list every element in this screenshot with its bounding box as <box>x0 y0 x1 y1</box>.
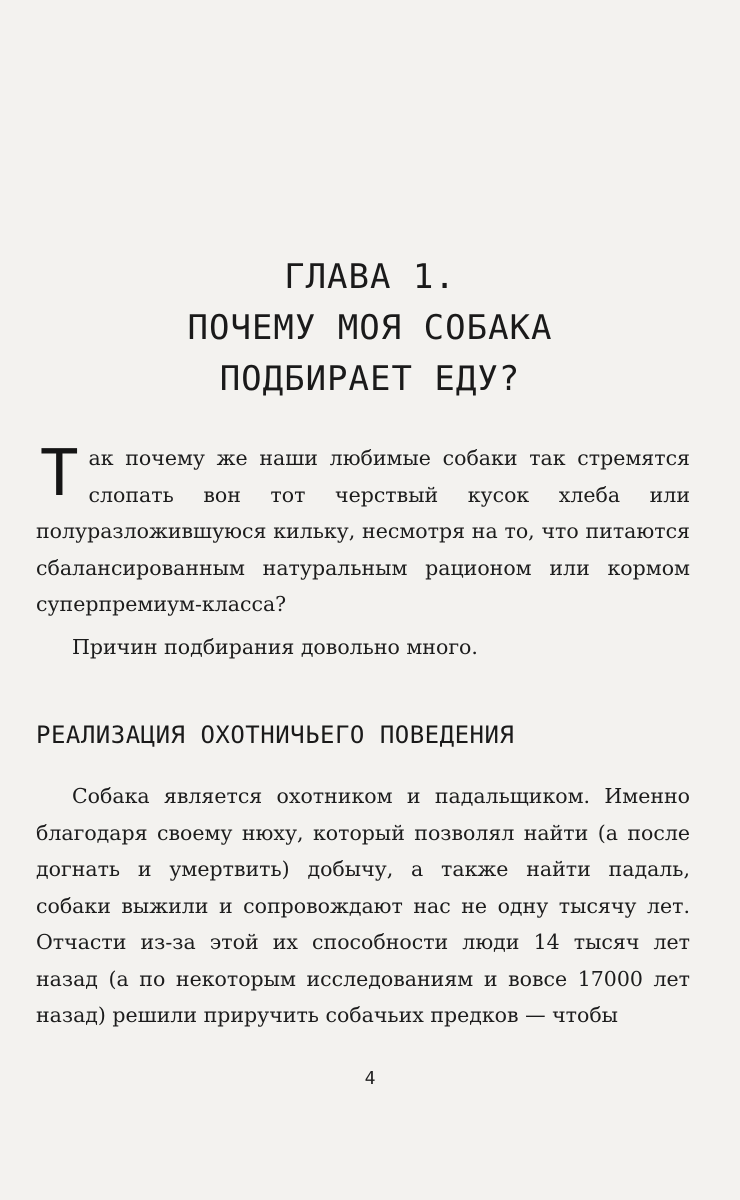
page-number: 4 <box>364 1068 376 1089</box>
intro-paragraph-2: Причин подбирания довольно много. <box>72 634 478 659</box>
section-paragraph: Собака является охотником и падальщиком. Именно благодаря своему нюху, который позволял найти (а после догнать и умертвить) добычу, а также найти падаль, собаки выжили и сопровождают нас не одну тысячу лет. Отчасти из-за этой их способности люди 14 тысяч лет назад (а по некоторым исследованиям и вовсе 17000 лет назад) решили приручить собачьих предков — чтобы <box>36 784 690 1027</box>
chapter-title-line-2: ПОДБИРАЕТ ЕДУ? <box>219 359 521 399</box>
intro-paragraph-1-text: ак почему же наши любимые собаки так стремятся слопать вон тот черствый кусок хлеба или полуразложившуюся кильку, несмотря на то, что питаются сбалансированным натуральным рационом или кормом суперпремиум-класса? <box>36 446 690 616</box>
section-text <box>36 778 690 1034</box>
drop-cap: Т <box>40 437 79 511</box>
chapter-title-line-1: ПОЧЕМУ МОЯ СОБАКА <box>187 308 553 348</box>
section-heading: РЕАЛИЗАЦИЯ ОХОТНИЧЬЕГО ПОВЕДЕНИЯ <box>36 721 515 749</box>
chapter-title <box>0 252 740 405</box>
intro-paragraph-1 <box>36 437 690 623</box>
intro-text <box>36 437 690 665</box>
chapter-number: ГЛАВА 1. <box>284 257 456 297</box>
